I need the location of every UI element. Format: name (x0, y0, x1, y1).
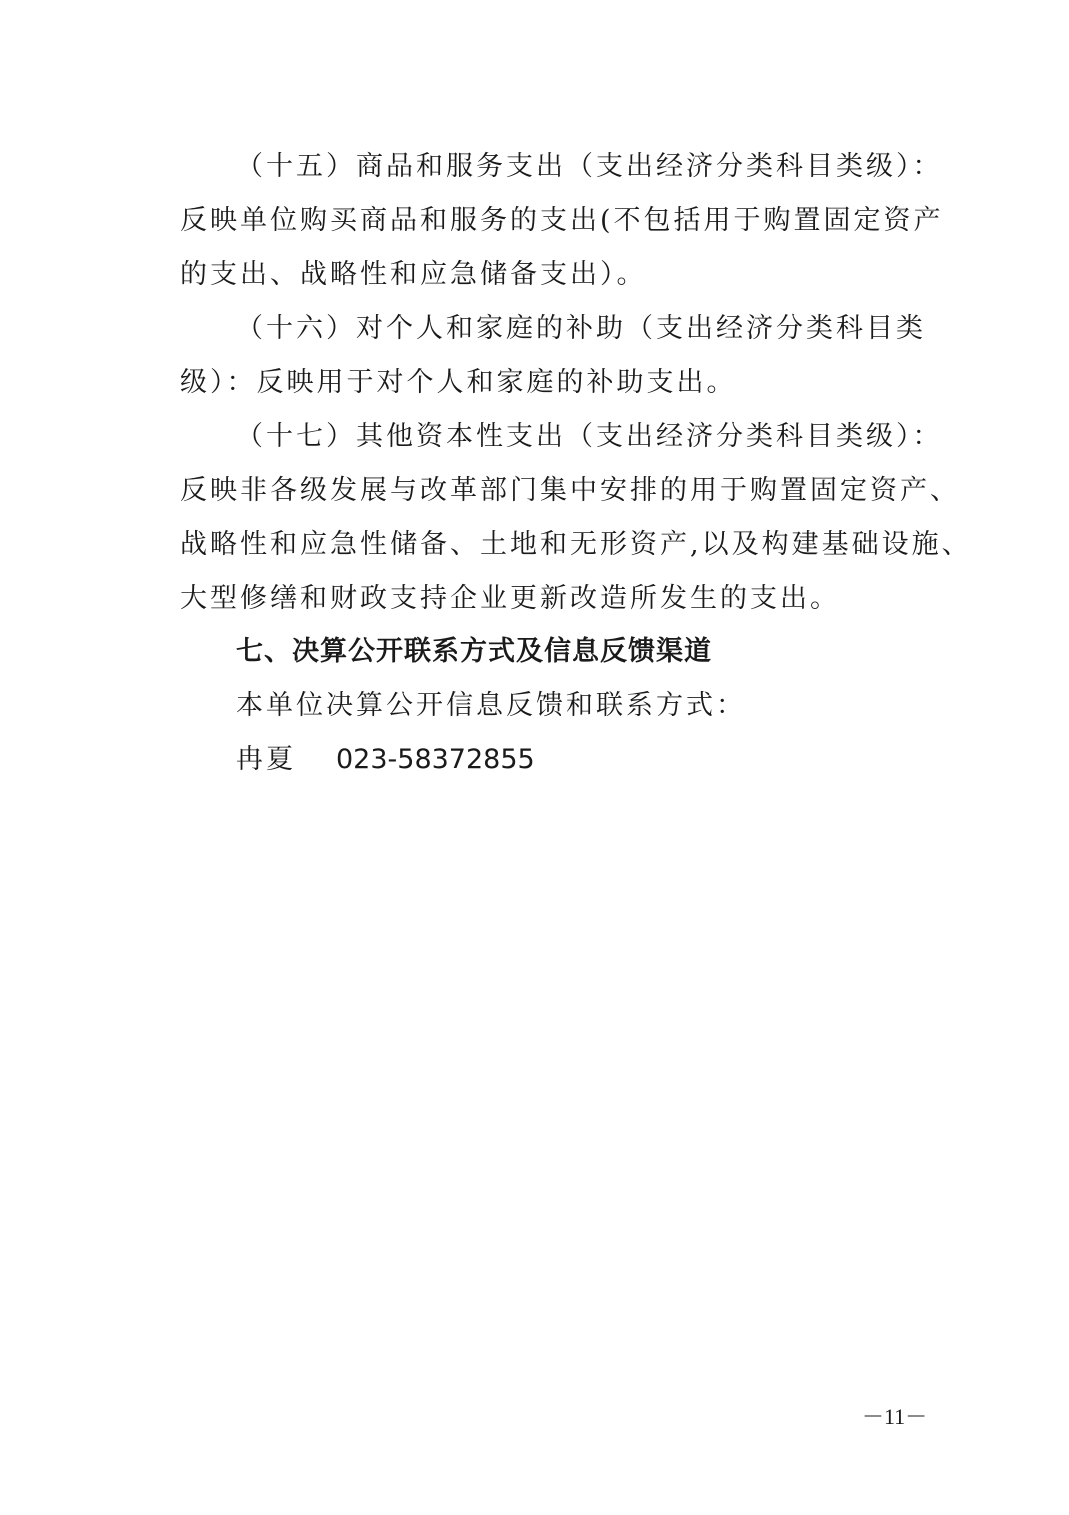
contact-phone: 023-58372855 (336, 744, 535, 775)
paragraph-17-line-1: （十七）其他资本性支出（支出经济分类科目类级）： (236, 421, 943, 452)
page-number: －11－ (862, 1404, 928, 1429)
paragraph-17-line-2: 反映非各级发展与改革部门集中安排的用于购置固定资产、 (180, 475, 960, 506)
paragraph-16-line-1: （十六）对个人和家庭的补助（支出经济分类科目类 (236, 313, 926, 344)
contact-name: 冉夏 (236, 744, 296, 775)
paragraph-15-line-1: （十五）商品和服务支出（支出经济分类科目类级）： (236, 151, 943, 182)
paragraph-16-line-2: 级）：反映用于对个人和家庭的补助支出。 (180, 367, 737, 398)
section-7-heading: 七、决算公开联系方式及信息反馈渠道 (236, 636, 712, 667)
paragraph-17-line-4: 大型修缮和财政支持企业更新改造所发生的支出。 (180, 583, 840, 614)
paragraph-17-line-3: 战略性和应急性储备、土地和无形资产,以及构建基础设施、 (180, 529, 972, 560)
contact-line (236, 742, 976, 778)
contact-intro: 本单位决算公开信息反馈和联系方式： (236, 690, 746, 721)
paragraph-15-line-3: 的支出、战略性和应急储备支出）。 (180, 259, 647, 290)
paragraph-15-line-2: 反映单位购买商品和服务的支出(不包括用于购置固定资产 (180, 205, 944, 236)
